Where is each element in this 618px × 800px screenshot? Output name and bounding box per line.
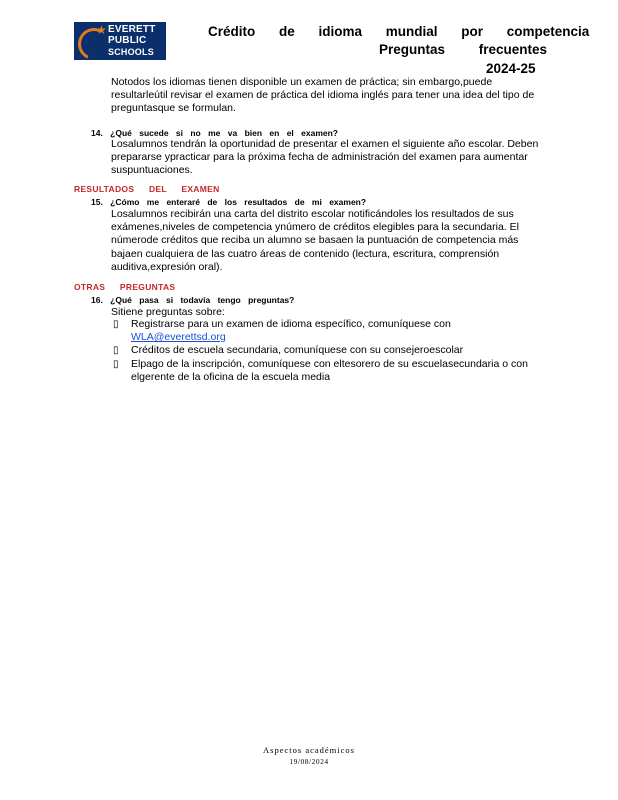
logo-star-icon: ★ [96,23,107,37]
list-item-text: Créditos de escuela secundaria, comuníquese con su consejeroescolar [131,344,464,357]
answer-16-intro: Sitiene preguntas sobre: [111,306,225,318]
answer-15: Losalumnos recibirán una carta del distrito escolar notificándoles los resultados de sus exámenes,niveles de competencia ynúmero de créditos elegibles para la secundaria. El númerode créditos que reciba un alumno se basaen la puntuación de competencia más bajaen cualquiera de las cuatro áreas de contenido (lectura, escritura, comprensión auditiva,expresión oral). [111,208,519,273]
section-heading-results: RESULTADOS DEL EXAMEN [74,184,220,194]
bullet-glyph-icon: ▯ [113,345,119,357]
footer-date: 19/08/2024 [289,757,329,766]
page-title: Crédito de idioma mundial por competencia [208,24,590,39]
list-item-text: Registrarse para un examen de idioma específico, comuníquese con [131,318,451,330]
question-16: 16. ¿Qué pasa si todavía tengo preguntas? [91,295,295,305]
question-15: 15. ¿Cómo me enteraré de los resultados de mi examen? [91,197,367,207]
section-heading-other: OTRAS PREGUNTAS [74,282,176,292]
page-subtitle: Preguntas frecuentes [379,42,548,57]
list-item [111,318,551,344]
school-year: 2024-25 [486,61,536,76]
answer-14: Losalumnos tendrán la oportunidad de presentar el examen el siguiente año escolar. Deben prepararse ypracticar para la próxima fecha de administración del examen para aumentar suspuntuaciones. [111,138,539,177]
list-item-text: Elpago de la inscripción, comuníquese con eltesorero de su escuelasecundaria o con elgerente de la oficina de la escuela media [131,357,528,383]
bullet-glyph-icon: ▯ [113,319,119,330]
logo-line-3: SCHOOLS [108,47,154,57]
everett-public-schools-logo [74,22,166,60]
logo-line-2: PUBLIC [108,35,147,46]
list-item [111,358,551,384]
email-link[interactable]: WLA@everettsd.org [131,331,226,344]
contact-list [111,318,551,384]
logo-line-1: EVERETT [108,24,156,35]
intro-paragraph: Notodos los idiomas tienen disponible un examen de práctica; sin embargo,puede resultarleútil revisar el examen de práctica del idioma inglés para tener una idea del tipo de preguntasque se formulan. [111,76,535,115]
bullet-glyph-icon: ▯ [113,358,119,370]
question-14: 14. ¿Qué sucede si no me va bien en el examen? [91,128,338,138]
list-item [111,344,551,357]
footer-label: Aspectos académicos [263,745,355,755]
